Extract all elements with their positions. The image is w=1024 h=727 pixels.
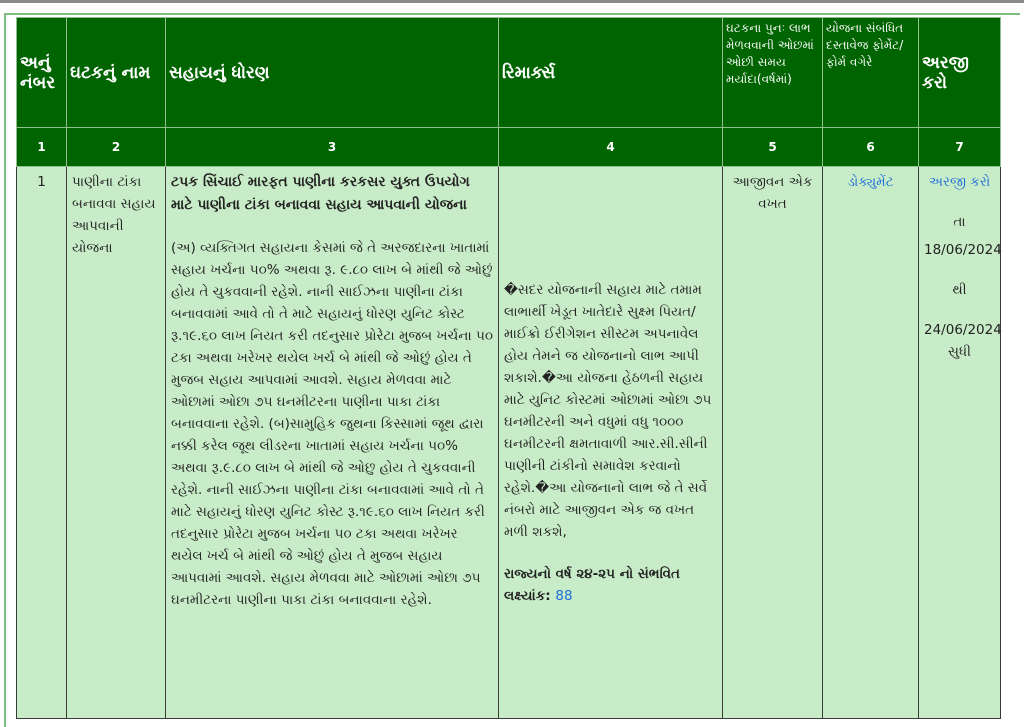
serial-cell: 1 [17,167,67,719]
header-apply: અરજી કરો [919,18,1001,128]
scheme-table [16,17,1001,719]
target-value: 88 [555,587,573,604]
header-reuse-limit: ઘટકના પુનઃ લાભ મેળવવાની ઓછમાં ઓછી સમય મર્યાદા(વર્ષમાં) [723,18,823,128]
header-assistance: સહાયનું ધોરણ [166,18,499,128]
target-info [504,563,717,607]
target-label: રાજ્યનો વર્ષ ૨૪-૨૫ નો સંભવિત લક્ષ્યાંક: [504,565,681,604]
column-number: 4 [499,128,723,167]
date-suffix: સુધી [948,344,971,360]
end-date: 24/06/2024 [924,322,1002,338]
document-link[interactable]: ડોક્યુમેંટ [847,174,894,190]
component-name-cell: પાણીના ટાંકા બનાવવા સહાય આપવાની યોજના [67,167,166,719]
apply-cell [919,167,1001,719]
header-row [17,18,1001,128]
header-component: ઘટકનું નામ [67,18,166,128]
column-number: 1 [17,128,67,167]
column-number-row [17,128,1001,167]
header-serial: અનું નંબર [17,18,67,128]
column-number: 2 [67,128,166,167]
table-row [17,167,1001,719]
column-number: 3 [166,128,499,167]
top-divider [0,0,1024,3]
apply-link[interactable]: અરજી કરો [928,174,991,190]
start-date: 18/06/2024 [924,242,1002,258]
date-mid: થી [952,282,967,298]
header-remarks: રિમાર્ક્સ [499,18,723,128]
remarks-text: �સદર યોજનાની સહાય માટે તમામ લાભાર્થી ખેડૂત ખાતેદારે સુક્ષ્મ પિયત/માઈક્રો ઈરીગેશન સીસ્ટમ અપનાવેલ હોય તેમને જ યોજનાનો લાભ આપી શકાશે.�આ યોજના હેઠળની સહાય માટે યુનિટ કોસ્ટમાં ઓછામાં ઓછા ૭૫ ઘનમીટરની અને વધુમાં વધુ ૧૦૦૦ ઘનમીટરની ક્ષમતાવાળી આર.સી.સીની પાણીની ટાંકીનો સમાવેશ કરવાનો રહેશે.�આ યોજનાનો લાભ જે તે સર્વે નંબરો માટે આજીવન એક જ વખત મળી શકશે, [504,281,712,540]
remarks-cell [499,167,723,719]
assistance-cell [166,167,499,719]
header-documents: યોજના સંબંધિત દસ્તાવેજ ફોર્મેટ/ ફોર્મ વગેરે [823,18,919,128]
column-number: 7 [919,128,1001,167]
assistance-title: ટપક સિંચાઈ મારફત પાણીના કરકસર યુક્ત ઉપયોગ માટે પાણીના ટાંકા બનાવવા સહાય આપવાની યોજના [171,174,470,213]
assistance-text: (અ) વ્યક્તિગત સહાયના કેસમાં જે તે અરજદારના ખાતામાં સહાય ખર્ચના ૫૦% અથવા રૂ. ૯.૮૦ લાખ બે માંથી જે ઓછું હોય તે ચુકવવાની રહેશે. નાની સાઈઝના પાણીના ટાંકા બનાવવામાં આવે તો તે માટે સહાયનું ધોરણ યુનિટ કોસ્ટ રૂ.૧૯.૬૦ લાખ નિયત કરી તદનુસાર પ્રોરેટા મુજબ ખર્ચના ૫૦ ટકા અથવા ખરેખર થયેલ ખર્ચ બે માંથી જે ઓછું હોય તે મુજબ સહાય આપવામાં આવશે. સહાય મેળવવા માટે ઓછામાં ઓછા ૭૫ ઘનમીટરના પાણીના પાકા ટાંકા બનાવવાના રહેશે. (બ)સામુહિક જુથના કિસ્સામાં જૂથ દ્વારા નક્કી કરેલ જૂથ લીડરના ખાતામાં સહાય ખર્ચના ૫૦% અથવા રૂ.૯.૮૦ લાખ બે માંથી જે ઓછુ હોય તે ચુકવવાની રહેશે. નાની સાઈઝના પાણીના ટાંકા બનાવવામાં આવે તો તે માટે સહાયનું ધોરણ યુનિટ કોસ્ટ રૂ.૧૯.૬૦ લાખ નિયત કરી તદનુસાર પ્રોરેટા મુજબ ખર્ચના ૫૦ ટકા અથવા ખરેખર થયેલ ખર્ચ બે માંથી જે ઓછું હોય તે મુજબ સહાય આપવામાં આવશે. સહાય મેળવવા માટે ઓછામાં ઓછા ૭૫ ઘનમીટરના પાણીના પાકા ટાંકા બનાવવાના રહેશે. [171,240,493,608]
column-number: 5 [723,128,823,167]
column-number: 6 [823,128,919,167]
documents-cell [823,167,919,719]
date-prefix: તા [953,214,966,230]
reuse-limit-cell: આજીવન એક વખત [723,167,823,719]
